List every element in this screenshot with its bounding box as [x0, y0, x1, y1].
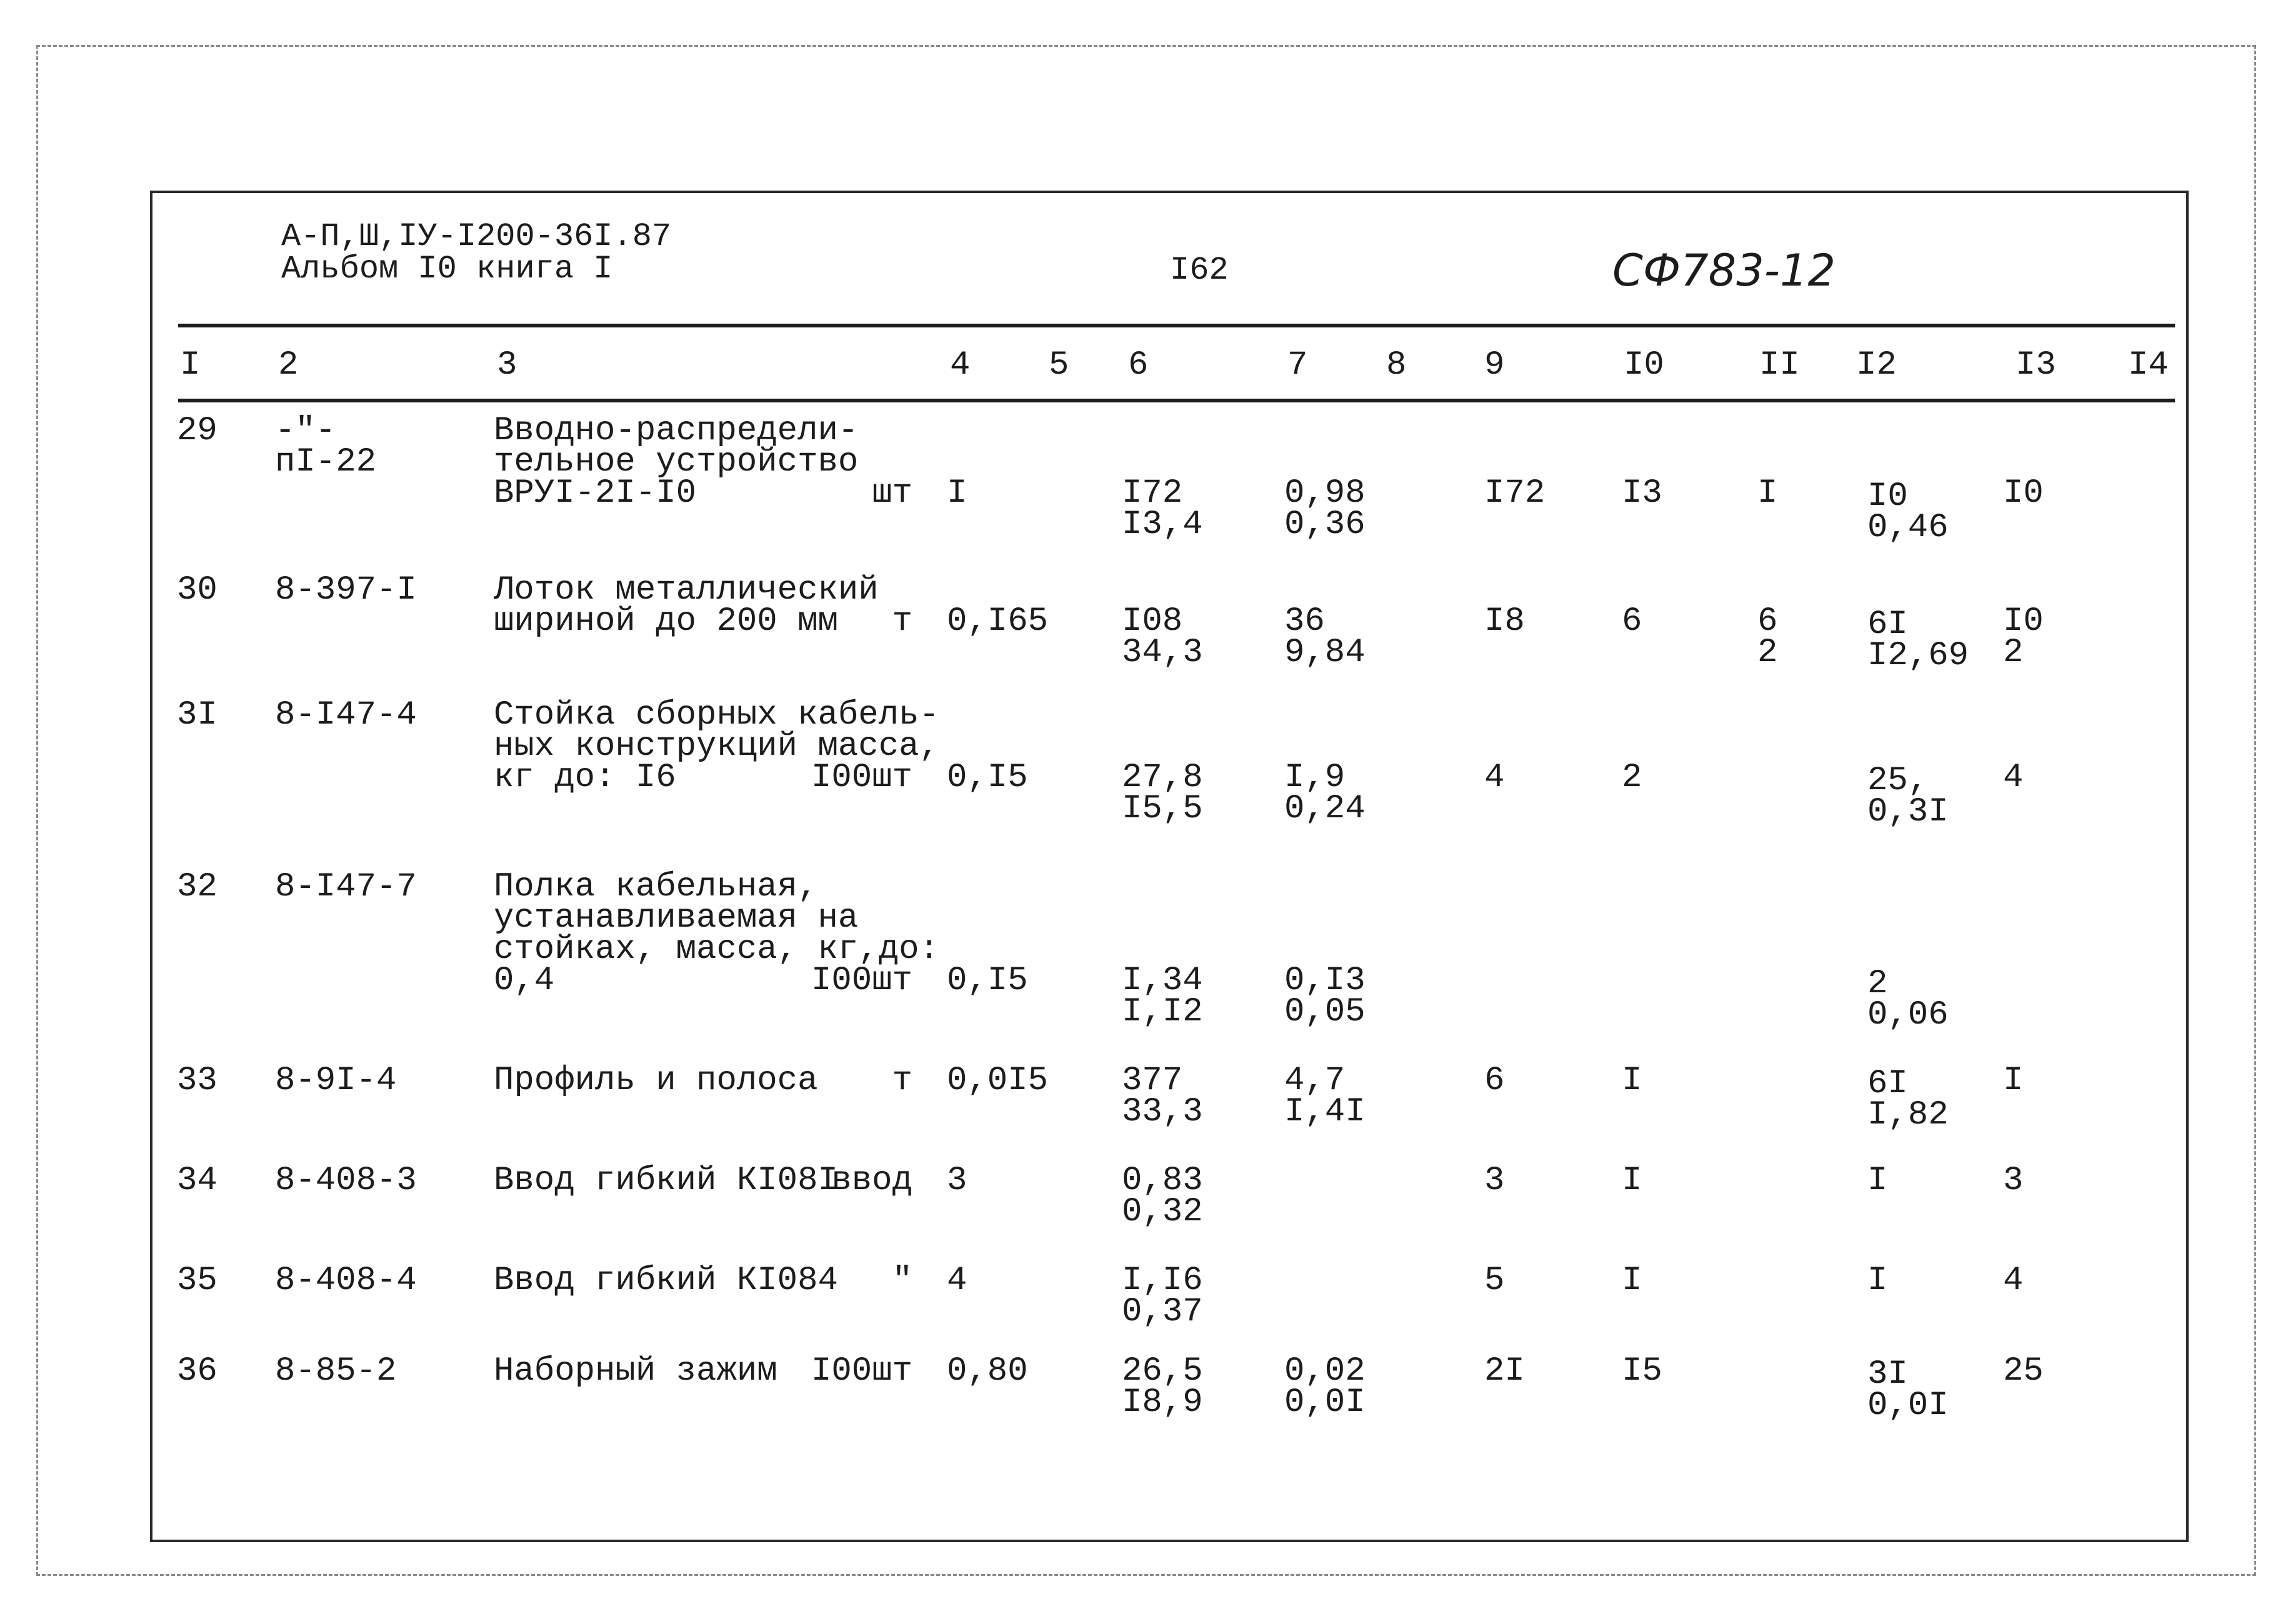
item-code-line: 8-I47-7 [275, 868, 417, 906]
item-name [494, 1262, 838, 1300]
col6-values-line: I8,9 [1122, 1383, 1203, 1422]
col12-values-line: 0,06 [1867, 996, 1949, 1034]
item-name-line: Наборный зажим [494, 1352, 777, 1390]
column-number: 8 [1386, 346, 1407, 384]
item-code-line: -"- [275, 412, 336, 450]
item-name-line: кг до: I6 [494, 759, 676, 797]
col12-values [1867, 762, 1949, 831]
item-name-line: Стойка сборных кабель- [494, 696, 939, 734]
col12-values-line: 0,3I [1867, 793, 1949, 831]
col12-values-line: 0,46 [1867, 509, 1949, 547]
col12-values-line: 0,0I [1867, 1387, 1949, 1425]
col6-values [1122, 1262, 1203, 1331]
col12-values-line: 3I [1867, 1355, 1908, 1393]
unit-of-measure: шт [872, 474, 912, 512]
row-number: 36 [177, 1352, 217, 1390]
col6-values-line: 0,37 [1122, 1293, 1203, 1331]
col10-value: I [1622, 1262, 1642, 1300]
unit-of-measure: I00шт [811, 759, 912, 797]
col9-value: 6 [1484, 1062, 1505, 1100]
column-number: 3 [497, 346, 517, 384]
item-code [275, 696, 417, 734]
col7-values-line: 0,I3 [1284, 962, 1366, 1000]
album-book-label: Альбом I0 книга I [281, 251, 613, 287]
item-code [275, 1162, 417, 1200]
col12-values [1867, 605, 1969, 675]
header-top-rule [178, 324, 2175, 327]
col6-values-line: 33,3 [1122, 1093, 1203, 1131]
col9-value: 2I [1484, 1352, 1525, 1390]
column-number: I2 [1856, 346, 1897, 384]
item-code [275, 412, 377, 481]
item-code-line: 8-85-2 [275, 1352, 397, 1390]
row-number: 30 [177, 571, 217, 609]
column-number: 2 [278, 346, 299, 384]
col11-values [1757, 474, 1778, 512]
col7-values-line: 0,0I [1284, 1383, 1366, 1422]
col12-values [1867, 1065, 1949, 1134]
col6-values-line: I,I6 [1122, 1262, 1203, 1300]
unit-of-measure: I00шт [811, 1352, 912, 1390]
unit-of-measure: ввод [831, 1162, 912, 1200]
row-number: 32 [177, 868, 217, 906]
item-name-line: ных конструкций масса, [494, 727, 939, 765]
item-name-line: устанавливаемая на [494, 899, 859, 937]
item-code [275, 868, 417, 906]
quantity: 0,I65 [947, 602, 1049, 640]
col9-value: 5 [1484, 1262, 1505, 1300]
col6-values-line: I08 [1122, 602, 1183, 640]
col10-value: 2 [1622, 759, 1642, 797]
item-name-line: Ввод гибкий КI08I [494, 1162, 838, 1200]
col9-value: 4 [1484, 759, 1505, 797]
column-number: 6 [1128, 346, 1149, 384]
col6-values [1122, 602, 1203, 672]
item-code-line: 8-408-4 [275, 1262, 417, 1300]
column-number: 7 [1287, 346, 1308, 384]
item-code [275, 571, 417, 609]
item-name [494, 1062, 818, 1100]
column-number: I4 [2128, 346, 2169, 384]
col13-values-line: 4 [2003, 1262, 2024, 1300]
col6-values-line: I3,4 [1122, 506, 1203, 544]
item-name-line: Вводно-распредели- [494, 412, 859, 450]
col7-values-line: 0,36 [1284, 506, 1366, 544]
col12-values-line: I2,69 [1867, 637, 1969, 675]
col12-values-line: I [1867, 1162, 1888, 1200]
col12-values [1867, 477, 1949, 547]
quantity: 4 [947, 1262, 967, 1300]
col13-values-line: I [2003, 1062, 2024, 1100]
col6-values-line: 0,32 [1122, 1193, 1203, 1231]
col13-values [2003, 1352, 2044, 1390]
col13-values [2003, 1062, 2024, 1100]
unit-of-measure: I00шт [811, 962, 912, 1000]
item-name-line: Ввод гибкий КI084 [494, 1262, 838, 1300]
col7-values-line: I,4I [1284, 1093, 1366, 1131]
col6-values-line: I72 [1122, 474, 1183, 512]
col7-values [1284, 474, 1366, 544]
col6-values-line: 34,3 [1122, 634, 1203, 672]
col7-values-line: 4,7 [1284, 1062, 1346, 1100]
col12-values [1867, 1262, 1888, 1300]
col13-values-line: 2 [2003, 634, 2024, 672]
item-code-line: 8-408-3 [275, 1162, 417, 1200]
col12-values [1867, 965, 1949, 1034]
col6-values-line: 26,5 [1122, 1352, 1203, 1390]
page-number: I62 [1170, 252, 1229, 289]
row-number: 35 [177, 1262, 217, 1300]
unit-of-measure: т [892, 602, 912, 640]
item-code [275, 1062, 397, 1100]
column-number: I3 [2016, 346, 2056, 384]
drawing-frame [150, 191, 2189, 1542]
row-number: 34 [177, 1162, 217, 1200]
col13-values [2003, 474, 2044, 512]
col6-values-line: 377 [1122, 1062, 1183, 1100]
item-code-line: 8-397-I [275, 571, 417, 609]
quantity: 0,80 [947, 1352, 1028, 1390]
item-name-line: Полка кабельная, [494, 868, 818, 906]
col6-values [1122, 1162, 1203, 1231]
document-designation: А-П,Ш,IУ-I200-36I.87 [281, 218, 672, 255]
col12-values-line: 6I [1867, 1065, 1908, 1103]
col10-value: I [1622, 1062, 1642, 1100]
item-name [494, 1162, 838, 1200]
col6-values-line: I,I2 [1122, 993, 1203, 1031]
column-number: 4 [950, 346, 971, 384]
col12-values-line: I [1867, 1262, 1888, 1300]
col13-values-line: I0 [2003, 474, 2044, 512]
col6-values-line: 27,8 [1122, 759, 1203, 797]
item-name-line: Профиль и полоса [494, 1062, 818, 1100]
col7-values-line: 9,84 [1284, 634, 1366, 672]
col12-values-line: 6I [1867, 605, 1908, 644]
col6-values [1122, 1062, 1203, 1131]
col7-values-line: 36 [1284, 602, 1325, 640]
col12-values-line: 2 [1867, 965, 1888, 1003]
col7-values [1284, 759, 1366, 828]
col7-values-line: 0,02 [1284, 1352, 1366, 1390]
column-number: 5 [1049, 346, 1069, 384]
col13-values [2003, 602, 2044, 672]
col12-values-line: I0 [1867, 477, 1908, 516]
col11-values [1757, 602, 1778, 672]
col12-values-line: I,82 [1867, 1096, 1949, 1134]
item-name-line: Лоток металлический [494, 571, 879, 609]
col6-values [1122, 1352, 1203, 1422]
quantity: 0,I5 [947, 759, 1028, 797]
col6-values [1122, 962, 1203, 1031]
col7-values [1284, 1062, 1366, 1131]
row-number: 33 [177, 1062, 217, 1100]
col10-value: I [1622, 1162, 1642, 1200]
col7-values-line: 0,05 [1284, 993, 1366, 1031]
quantity: 0,I5 [947, 962, 1028, 1000]
item-name [494, 1352, 777, 1390]
col6-values-line: I,34 [1122, 962, 1203, 1000]
column-number: I [180, 346, 201, 384]
col7-values-line: I,9 [1284, 759, 1346, 797]
col11-values-line: 6 [1757, 602, 1778, 640]
quantity: 0,0I5 [947, 1062, 1049, 1100]
col6-values [1122, 474, 1203, 544]
item-name-line: шириной до 200 мм [494, 602, 838, 640]
item-code-line: 8-I47-4 [275, 696, 417, 734]
row-number: 3I [177, 696, 217, 734]
quantity: I [947, 474, 967, 512]
col10-value: I5 [1622, 1352, 1662, 1390]
col12-values-line: 25, [1867, 762, 1929, 800]
col12-values [1867, 1162, 1888, 1200]
col12-values [1867, 1355, 1949, 1425]
unit-of-measure: " [892, 1262, 912, 1300]
col13-values [2003, 1262, 2024, 1300]
item-name-line: 0,4 [494, 962, 555, 1000]
col7-values [1284, 1352, 1366, 1422]
item-name-line: тельное устройство [494, 443, 859, 481]
col7-values [1284, 602, 1366, 672]
document-code: СФ783-12 [1612, 245, 1836, 296]
row-number: 29 [177, 412, 217, 450]
col13-values [2003, 759, 2024, 797]
unit-of-measure: т [892, 1062, 912, 1100]
column-number: II [1759, 346, 1800, 384]
item-code [275, 1352, 397, 1390]
item-name-line: ВРУI-2I-I0 [494, 474, 697, 512]
col7-values [1284, 962, 1366, 1031]
col9-value: 3 [1484, 1162, 1505, 1200]
col9-value: I8 [1484, 602, 1525, 640]
col11-values-line: I [1757, 474, 1778, 512]
quantity: 3 [947, 1162, 967, 1200]
col9-value: I72 [1484, 474, 1546, 512]
col13-values-line: 25 [2003, 1352, 2044, 1390]
col13-values [2003, 1162, 2024, 1200]
col6-values-line: I5,5 [1122, 790, 1203, 828]
column-number: I0 [1624, 346, 1664, 384]
col13-values-line: 4 [2003, 759, 2024, 797]
item-code-line: 8-9I-4 [275, 1062, 397, 1100]
item-name-line: стойках, масса, кг,до: [494, 930, 939, 969]
col7-values-line: 0,98 [1284, 474, 1366, 512]
col6-values-line: 0,83 [1122, 1162, 1203, 1200]
col13-values-line: I0 [2003, 602, 2044, 640]
item-code-line: пI-22 [275, 443, 377, 481]
col10-value: I3 [1622, 474, 1662, 512]
col7-values-line: 0,24 [1284, 790, 1366, 828]
column-number: 9 [1484, 346, 1505, 384]
item-code [275, 1262, 417, 1300]
col11-values-line: 2 [1757, 634, 1778, 672]
col10-value: 6 [1622, 602, 1642, 640]
header-bottom-rule [178, 399, 2175, 402]
col13-values-line: 3 [2003, 1162, 2024, 1200]
col6-values [1122, 759, 1203, 828]
